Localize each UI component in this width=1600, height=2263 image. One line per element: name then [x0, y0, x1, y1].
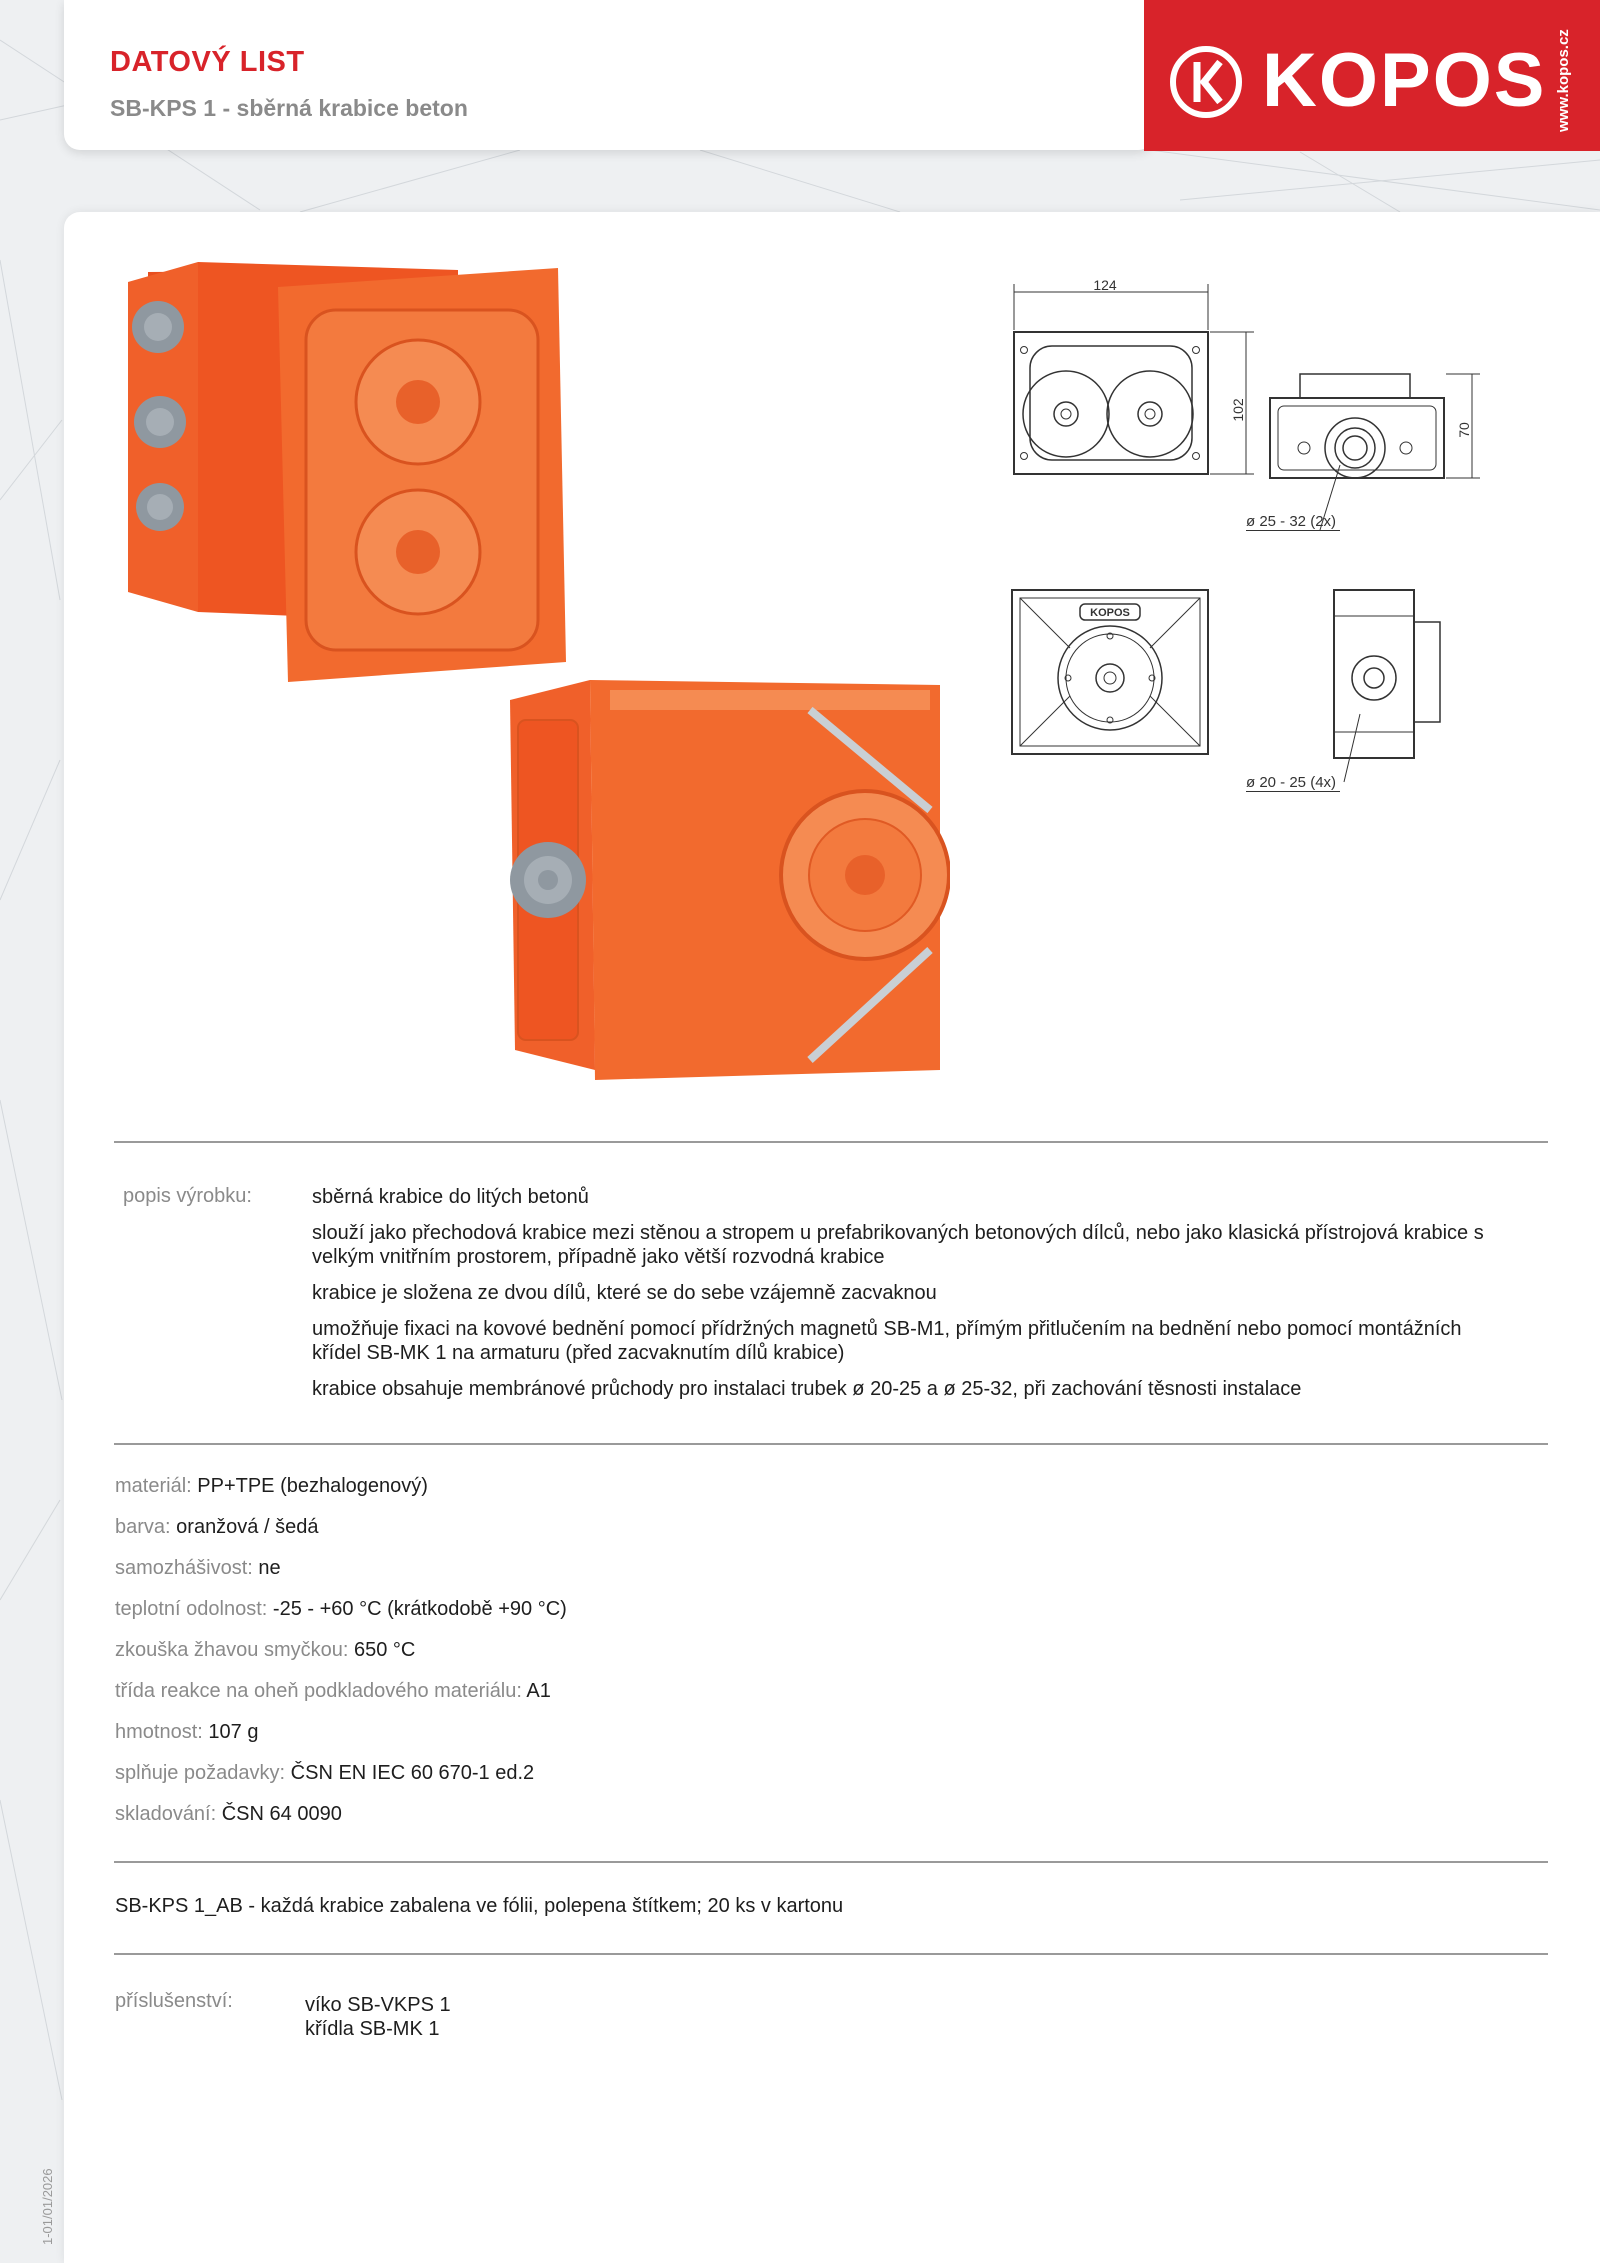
header-card	[64, 0, 1154, 150]
product-photo-open	[128, 262, 568, 688]
brand-wordmark: KOPOS	[1262, 38, 1547, 123]
dim-depth-label: 102	[1230, 398, 1246, 422]
spec-row-material: materiál: PP+TPE (bezhalogenový)	[115, 1475, 428, 1497]
spec-row-color: barva: oranžová / šedá	[115, 1516, 319, 1538]
spec-row-standard: splňuje požadavky: ČSN EN IEC 60 670-1 ed.2	[115, 1762, 535, 1784]
drawing-badge-text: KOPOS	[1090, 607, 1130, 619]
section-divider	[114, 1443, 1548, 1445]
document-date: 1-01/01/2026	[40, 2168, 55, 2245]
packaging-info: SB-KPS 1_AB - každá krabice zabalena ve fólii, polepena štítkem; 20 ks v kartonu	[115, 1895, 844, 1917]
accessory-item: víko SB-VKPS 1	[305, 1994, 451, 2016]
product-subtitle: SB-KPS 1 - sběrná krabice beton	[110, 95, 468, 121]
spec-row-fire-class: třída reakce na oheň podkladového materiálu: A1	[115, 1680, 551, 1702]
knockout-large-label: ø 25 - 32 (2x)	[1246, 513, 1340, 531]
description-item: sběrná krabice do litých betonů	[312, 1186, 589, 1208]
website-link[interactable]: www.kopos.cz	[1555, 29, 1572, 132]
drawing-side-view	[1320, 586, 1450, 786]
spec-row-temperature: teplotní odolnost: -25 - +60 °C (krátkodobě +90 °C)	[115, 1598, 567, 1620]
spec-row-glow-wire: zkouška žhavou smyčkou: 650 °C	[115, 1639, 416, 1661]
accessories-label: příslušenství:	[115, 1990, 233, 2012]
specification-list	[115, 1474, 567, 1843]
spec-row-self-extinguishing: samozhášivost: ne	[115, 1557, 281, 1579]
spec-row-weight: hmotnost: 107 g	[115, 1721, 259, 1743]
accessories-list	[305, 1993, 451, 2041]
accessory-item: křídla SB-MK 1	[305, 2018, 440, 2040]
brand-logo-block	[1144, 0, 1600, 151]
section-divider	[114, 1861, 1548, 1863]
dim-height-label: 70	[1456, 422, 1472, 438]
description-label: popis výrobku:	[123, 1185, 252, 1207]
description-item: krabice obsahuje membránové průchody pro instalaci trubek ø 20-25 a ø 25-32, při zachování těsnosti instalace	[312, 1378, 1302, 1400]
description-list	[312, 1185, 1512, 1413]
drawing-back-view	[1010, 588, 1210, 756]
description-item: umožňuje fixaci na kovové bednění pomocí přídržných magnetů SB-M1, přímým přitlučením na bednění nebo pomocí montážních křídel SB-MK 1 na armaturu (před zacvaknutím dílů krabice)	[312, 1318, 1462, 1364]
product-photo-closed	[510, 680, 950, 1090]
dim-width-label: 124	[1093, 280, 1117, 293]
knockout-small-label: ø 20 - 25 (4x)	[1246, 774, 1340, 792]
kopos-logo-icon	[1168, 44, 1244, 120]
description-item: slouží jako přechodová krabice mezi stěnou a stropem u prefabrikovaných betonových dílců, nebo jako klasická přístrojová krabice s velkým vnitřním prostorem, případně jako větší rozvodná krabice	[312, 1222, 1484, 1268]
drawing-top-view	[1000, 280, 1260, 510]
spec-row-storage: skladování: ČSN 64 0090	[115, 1803, 342, 1825]
document-title: DATOVÝ LIST	[110, 46, 305, 78]
section-divider	[114, 1953, 1548, 1955]
section-divider	[114, 1141, 1548, 1143]
description-item: krabice je složena ze dvou dílů, které se do sebe vzájemně zacvaknou	[312, 1282, 937, 1304]
